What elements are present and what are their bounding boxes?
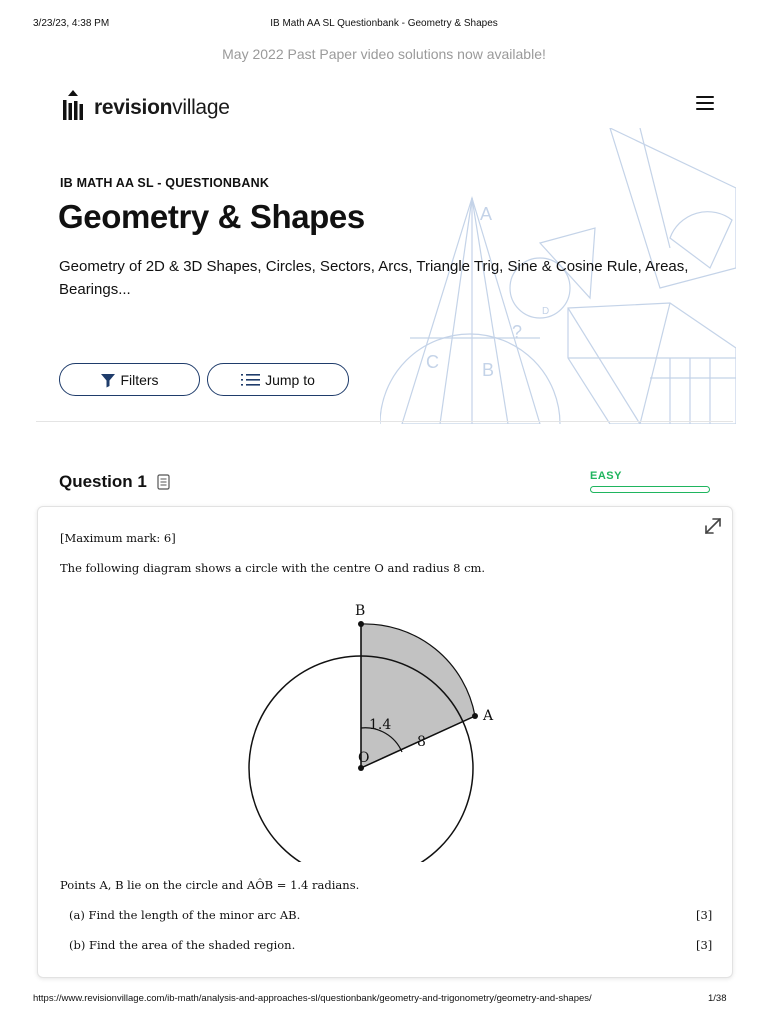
hero-art-label-b: B	[482, 360, 495, 380]
section-divider	[36, 421, 733, 422]
part-a-marks: [3]	[696, 908, 713, 922]
page-number: 1/38	[708, 993, 727, 1004]
angle-notation: AÔB	[246, 878, 274, 892]
notes-icon[interactable]	[157, 474, 170, 490]
question-title: Question 1	[59, 472, 147, 491]
filter-funnel-icon	[100, 372, 116, 388]
jump-to-button[interactable]	[207, 363, 349, 396]
hero-art-label-a: A	[480, 204, 493, 224]
points-text-2: = 1.4 radians.	[273, 878, 360, 892]
print-date: 3/23/23, 4:38 PM	[33, 18, 110, 29]
page-subtitle: Geometry of 2D & 3D Shapes, Circles, Sectors, Arcs, Triangle Trig, Sine & Cosine Rule, Areas, Bearings...	[59, 258, 689, 298]
part-b-marks: [3]	[696, 938, 713, 952]
difficulty-bar	[590, 486, 710, 493]
brand-logo-link[interactable]	[62, 88, 230, 120]
hero-art-label-question: ?	[512, 322, 523, 342]
circle-sector-diagram	[240, 598, 510, 862]
points-statement	[60, 878, 359, 892]
breadcrumb-kicker: IB MATH AA SL - QUESTIONBANK	[60, 176, 270, 190]
hero-art-label-d: D	[542, 306, 550, 317]
hamburger-menu-icon[interactable]	[696, 96, 714, 112]
list-icon	[241, 372, 261, 388]
filters-label: Filters	[120, 371, 159, 388]
diagram-radius-value: 8	[417, 734, 426, 750]
maximum-mark: [Maximum mark: 6]	[60, 531, 176, 545]
question-part-b: (b) Find the area of the shaded region.	[69, 938, 296, 952]
difficulty-label: EASY	[590, 470, 622, 482]
diagram-label-a: A	[483, 708, 494, 724]
pencils-logo-icon	[62, 90, 84, 120]
page-url: https://www.revisionvillage.com/ib-math/analysis-and-approaches-sl/questionbank/geometry-and-trigonometry/geometry-and-shapes/	[33, 993, 592, 1004]
diagram-angle-value: 1.4	[369, 717, 392, 733]
question-part-a: (a) Find the length of the minor arc AB.	[69, 908, 301, 922]
hero-art-label-c: C	[426, 352, 439, 372]
brand-name-bold: revision	[94, 96, 173, 119]
question-heading	[59, 472, 170, 492]
filters-button[interactable]	[59, 363, 200, 396]
brand-name-regular: village	[172, 96, 230, 119]
points-text-1: Points A, B lie on the circle and	[60, 878, 247, 892]
diagram-label-b: B	[355, 603, 366, 619]
question-intro: The following diagram shows a circle with the centre O and radius 8 cm.	[60, 561, 486, 575]
print-page-title: IB Math AA SL Questionbank - Geometry & Shapes	[270, 18, 498, 29]
diagram-label-o: O	[358, 750, 370, 766]
expand-icon[interactable]	[703, 516, 723, 536]
brand-name	[94, 96, 230, 120]
jump-to-label: Jump to	[265, 371, 315, 388]
announcement-banner[interactable]: May 2022 Past Paper video solutions now available!	[222, 46, 546, 62]
page-title: Geometry & Shapes	[58, 198, 365, 235]
